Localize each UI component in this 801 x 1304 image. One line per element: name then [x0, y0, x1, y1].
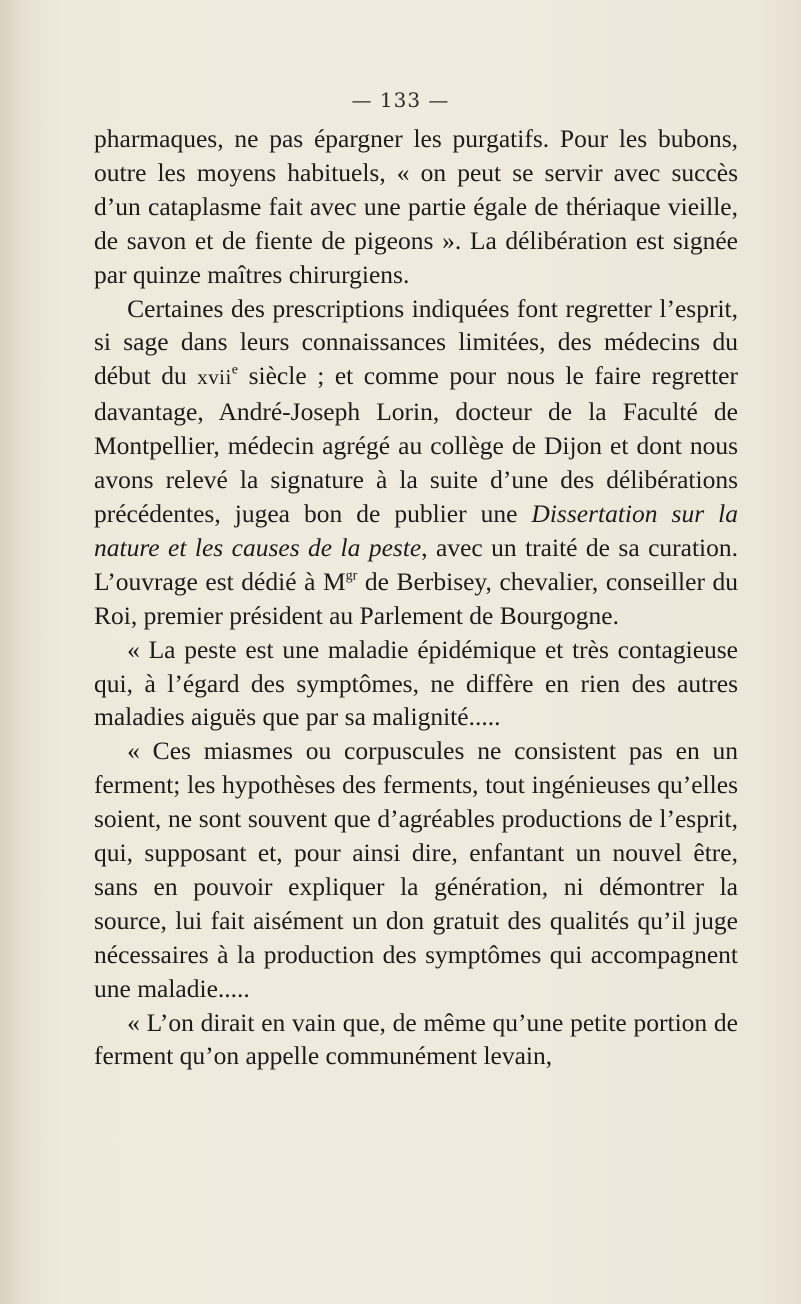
paragraph-2	[94, 292, 738, 633]
paragraph-2-part-3: , avec un traité de sa curation. L’ouvrage est dédié à M	[94, 532, 738, 596]
paragraph-2-part-2: siècle ; et comme pour nous le faire regretter davantage, André-Joseph Lorin, docteur de la Faculté de Montpellier, médecin agrégé au collège de Dijon et dont nous avons relevé la signature à la suite d’une des délibérations précédentes, jugea bon de publier une	[94, 361, 738, 528]
paragraph-5: « L’on dirait en vain que, de même qu’une petite portion de ferment qu’on appelle communément levain,	[94, 1007, 738, 1071]
page-number: — 133 —	[351, 88, 450, 112]
book-title: Dissertation sur la nature et les causes de la peste	[94, 498, 738, 562]
paragraph-3: « La peste est une maladie épidémique et très contagieuse qui, à l’égard des symptômes, ne diffère en rien des autres maladies aiguës que par sa malignité.....	[94, 634, 738, 732]
century-superscript: e	[231, 362, 239, 378]
paragraph-2-part-1: Certaines des prescriptions indiquées font regretter l’esprit, si sage dans leurs connaissances limitées, des médecins du début du	[94, 293, 738, 391]
paragraph-1: pharmaques, ne pas épargner les purgatifs. Pour les bubons, outre les moyens habituels, « on peut se servir avec succès d’un cataplasme fait avec une partie égale de thériaque vieille, de savon et de fiente de pigeons ». La délibération est signée par quinze maîtres chirurgiens.	[94, 124, 738, 289]
body-text	[94, 122, 738, 1073]
monseigneur-superscript: gr	[345, 568, 358, 584]
paragraph-4: « Ces miasmes ou corpuscules ne consistent pas en un ferment; les hypothèses des ferments, tout ingénieuses qu’elles soient, ne sont souvent que d’agréables productions de l’esprit, qui, supposant et, pour ainsi dire, enfantant un nouvel être, sans en pouvoir expliquer la génération, ni démontrer la source, lui fait aisément un don gratuit des qualités qu’il juge nécessaires à la production des symptômes qui accompagnent une maladie.....	[94, 736, 738, 1003]
century-numeral: xvii	[197, 365, 232, 390]
paragraph-2-part-4: de Berbisey, chevalier, conseiller du Roi, premier président au Parlement de Bourgogne.	[94, 566, 738, 630]
